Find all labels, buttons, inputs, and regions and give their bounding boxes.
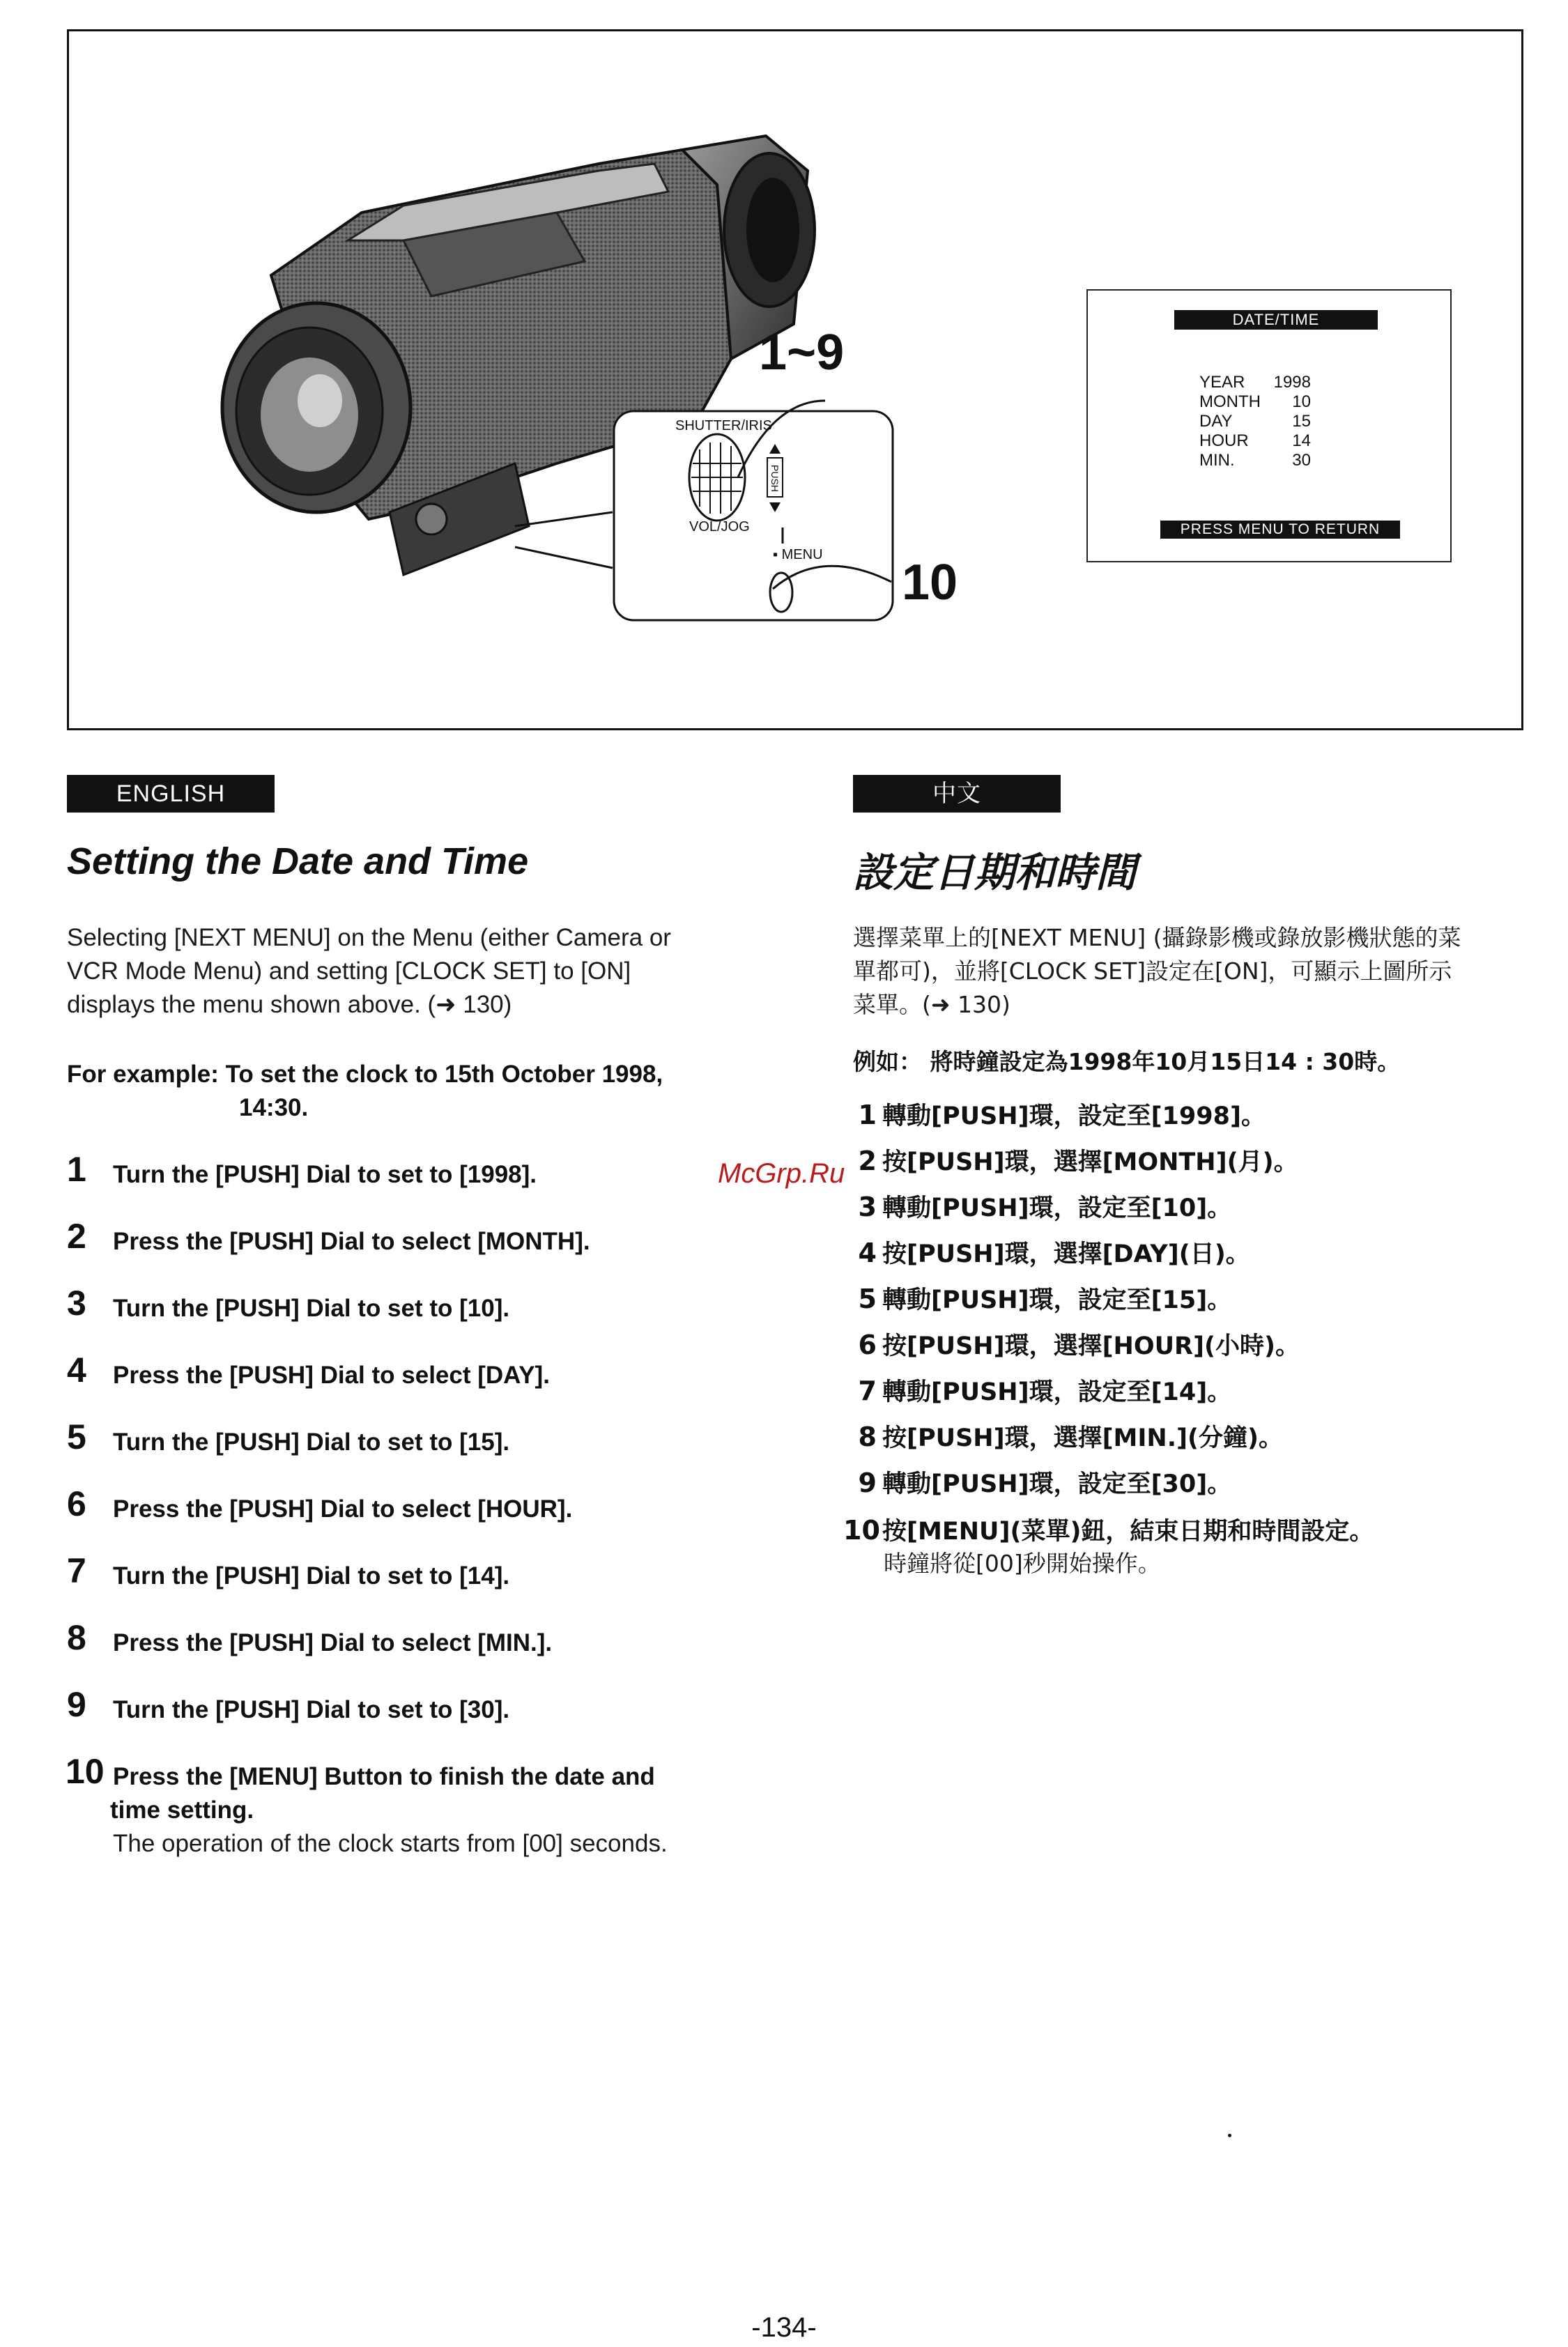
- step-number: 6: [858, 1330, 877, 1360]
- step-number: 8: [858, 1422, 877, 1452]
- screen-footer: PRESS MENU TO RETURN: [1160, 521, 1400, 539]
- step-text: 按[PUSH]環，選擇[DAY](日)。: [882, 1240, 1250, 1268]
- step-number: 2: [67, 1217, 86, 1256]
- step-text: 按[PUSH]環，選擇[HOUR](小時)。: [882, 1332, 1300, 1360]
- step-text: Turn the [PUSH] Dial to set to [30].: [113, 1696, 510, 1723]
- chinese-step: [852, 1466, 1231, 1501]
- step-text: Turn the [PUSH] Dial to set to [14].: [113, 1562, 510, 1590]
- step-text: 按[PUSH]環，選擇[MONTH](月)。: [882, 1148, 1298, 1176]
- chinese-step: [852, 1282, 1231, 1317]
- step-text: Press the [PUSH] Dial to select [HOUR].: [113, 1495, 573, 1523]
- step-text: 轉動[PUSH]環，設定至[14]。: [882, 1378, 1232, 1406]
- english-intro-line: VCR Mode Menu) and setting [CLOCK SET] to [ON]: [67, 957, 631, 985]
- step-number: 5: [67, 1417, 86, 1456]
- dot-mark: [1228, 2134, 1231, 2137]
- screen-row-label: DAY: [1199, 412, 1233, 431]
- step-text: 轉動[PUSH]環，設定至[1998]。: [882, 1102, 1266, 1130]
- step-number: 4: [858, 1238, 877, 1268]
- chinese-intro-line: 選擇菜單上的[NEXT MENU] (攝錄影機或錄放影機狀態的菜: [853, 924, 1461, 951]
- dial-label-shutter: SHUTTER/IRIS: [675, 418, 772, 433]
- callout-10: 10: [902, 555, 958, 610]
- english-intro-line: displays the menu shown above. (➜ 130): [67, 991, 512, 1018]
- chinese-intro-line: 單都可)，並將[CLOCK SET]設定在[ON]，可顯示上圖所示: [853, 957, 1452, 985]
- step-text: 按[MENU](菜單)鈕，結束日期和時間設定。: [882, 1518, 1374, 1546]
- step-number: 9: [67, 1685, 86, 1724]
- chinese-example: 例如： 將時鐘設定為1998年10月15日14 : 30時。: [853, 1048, 1401, 1075]
- step-text: Press the [PUSH] Dial to select [DAY].: [113, 1362, 550, 1389]
- screen-row-value: 14: [1292, 431, 1311, 450]
- screen-row-value: 30: [1292, 451, 1311, 470]
- step-number: 3: [858, 1192, 877, 1222]
- step-text: Turn the [PUSH] Dial to set to [15].: [113, 1429, 510, 1456]
- step-text: 按[PUSH]環，選擇[MIN.](分鐘)。: [882, 1424, 1283, 1452]
- chinese-step: [852, 1144, 1298, 1179]
- step-number: 8: [67, 1618, 86, 1657]
- callout-1-9: 1~9: [759, 325, 845, 380]
- date-time-screen: [1086, 289, 1452, 562]
- figure-frame: [67, 29, 1523, 730]
- step-text: 轉動[PUSH]環，設定至[15]。: [882, 1286, 1232, 1314]
- step-number: 10: [66, 1752, 105, 1791]
- step-number: 5: [858, 1284, 877, 1314]
- screen-row-label: HOUR: [1199, 431, 1249, 450]
- screen-row-value: 10: [1292, 392, 1311, 411]
- step-number: 7: [67, 1551, 86, 1590]
- step-number: 7: [858, 1376, 877, 1406]
- english-intro-line: Selecting [NEXT MENU] on the Menu (either Camera or: [67, 924, 671, 951]
- step-text: Turn the [PUSH] Dial to set to [1998].: [113, 1161, 537, 1188]
- english-example-line: For example: To set the clock to 15th October 1998,: [67, 1061, 663, 1088]
- chinese-title: 設定日期和時間: [853, 849, 1137, 896]
- step-number: 6: [67, 1484, 86, 1523]
- step-text: Press the [PUSH] Dial to select [MIN.].: [113, 1629, 553, 1656]
- chinese-step: [852, 1098, 1266, 1133]
- step-number: 3: [67, 1284, 86, 1323]
- english-title: Setting the Date and Time: [67, 840, 529, 882]
- watermark: McGrp.Ru: [718, 1158, 845, 1189]
- step-number: 4: [67, 1351, 86, 1390]
- step-number: 9: [858, 1468, 877, 1498]
- english-tab: ENGLISH: [67, 775, 275, 813]
- chinese-intro-line: 菜單。(➜ 130): [853, 991, 1010, 1018]
- screen-row-label: MONTH: [1199, 392, 1261, 411]
- step-text: Press the [PUSH] Dial to select [MONTH].: [113, 1228, 590, 1255]
- screen-row-label: YEAR: [1199, 373, 1245, 392]
- dial-label-menu: ▪ MENU: [773, 547, 823, 562]
- dial-label-vol-jog: VOL/JOG: [689, 519, 750, 534]
- step-number: 10: [843, 1515, 880, 1546]
- screen-header: DATE/TIME: [1174, 310, 1378, 330]
- step-number: 1: [858, 1100, 877, 1130]
- step-number: 2: [858, 1146, 877, 1176]
- chinese-step: [852, 1374, 1231, 1409]
- step-text: Press the [MENU] Button to finish the date and: [113, 1763, 655, 1790]
- chinese-tab: 中文: [853, 775, 1061, 813]
- step-text: 轉動[PUSH]環，設定至[30]。: [882, 1470, 1232, 1498]
- chinese-step: [843, 1514, 1374, 1548]
- step-text: time setting.: [110, 1796, 254, 1824]
- chinese-step-10-note: 時鐘將從[00]秒開始操作。: [884, 1550, 1161, 1577]
- chinese-step: [852, 1420, 1283, 1455]
- step-text: 轉動[PUSH]環，設定至[10]。: [882, 1194, 1232, 1222]
- english-step-10-note: The operation of the clock starts from [00] seconds.: [113, 1830, 668, 1857]
- chinese-step: [852, 1190, 1231, 1225]
- chinese-step: [852, 1236, 1250, 1271]
- page-number: -134-: [751, 2312, 817, 2343]
- screen-row-label: MIN.: [1199, 451, 1235, 470]
- chinese-step: [852, 1328, 1300, 1363]
- step-number: 1: [67, 1150, 86, 1189]
- dial-label-push: PUSH: [769, 465, 781, 492]
- screen-row-value: 1998: [1273, 373, 1311, 392]
- english-example-line: 14:30.: [239, 1094, 309, 1121]
- screen-row-value: 15: [1292, 412, 1311, 431]
- step-text: Turn the [PUSH] Dial to set to [10].: [113, 1295, 510, 1322]
